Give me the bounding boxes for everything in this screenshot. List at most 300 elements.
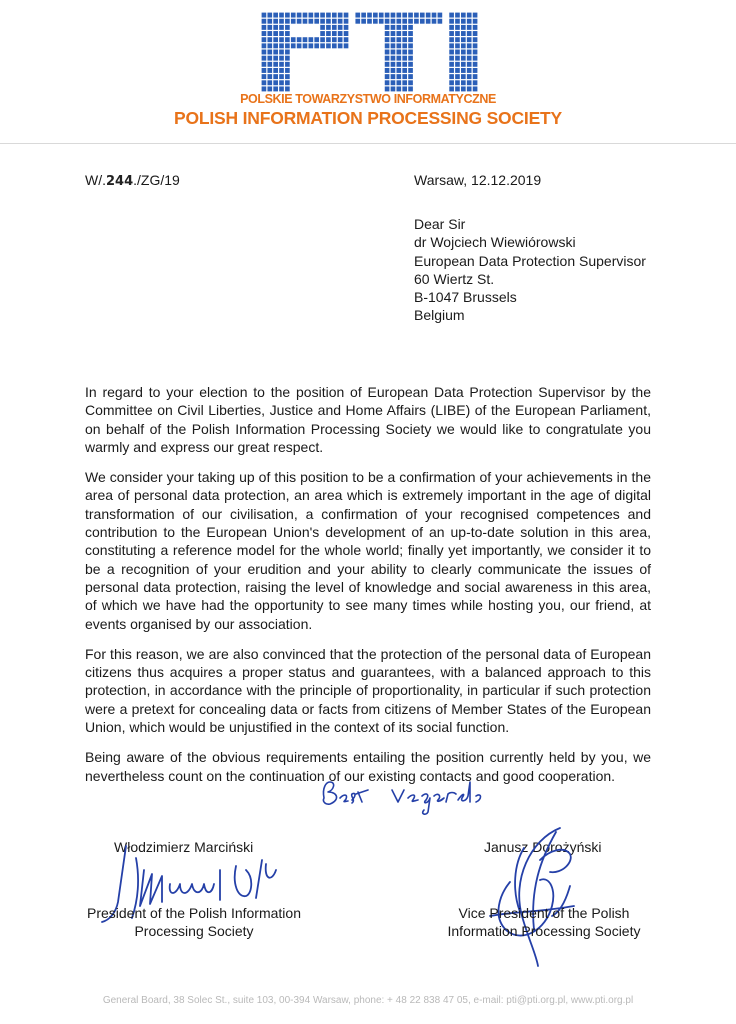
logo-tile — [461, 50, 466, 55]
paragraph-protection: For this reason, we are also convinced that the protection of the personal data of European citizens thus acquires a proper status and guarantees, with a balanced approach to this protection, in accordance with the principle of proportionality, in particular if such protection were a pretext for concealing data or facts from citizens of Member States of the European Union, which would be unjustified in the context of its social function. — [85, 645, 651, 736]
logo-tile — [455, 13, 460, 18]
logo-tile — [408, 80, 413, 85]
logo-tile — [267, 86, 272, 91]
logo-tile — [314, 19, 319, 24]
logo-tile — [455, 80, 460, 85]
recipient-country: Belgium — [414, 307, 465, 324]
logo-tile — [449, 62, 454, 67]
logo-tile — [449, 50, 454, 55]
logo-tile — [391, 19, 396, 24]
logo-tile — [455, 56, 460, 61]
logo-tile — [385, 37, 390, 42]
logo-tile — [396, 74, 401, 79]
logo-tile — [449, 68, 454, 73]
logo-tile — [291, 43, 296, 48]
logo-tile — [455, 50, 460, 55]
logo-tile — [338, 37, 343, 42]
logo-tile — [344, 31, 349, 36]
logo-tile — [391, 80, 396, 85]
logo-tile — [320, 19, 325, 24]
logo-tile — [455, 37, 460, 42]
logo-tile — [320, 37, 325, 42]
logo-tile — [279, 50, 284, 55]
logo-tile — [391, 50, 396, 55]
logo-tile — [267, 31, 272, 36]
logo-tile — [467, 43, 472, 48]
logo-tile — [373, 19, 378, 24]
logo-tile — [273, 56, 278, 61]
logo-tile — [420, 13, 425, 18]
logo-tile — [303, 13, 308, 18]
logo-tile — [273, 50, 278, 55]
logo-tile — [285, 56, 290, 61]
logo-tile — [473, 86, 478, 91]
logo-tile — [402, 56, 407, 61]
logo-tile — [455, 68, 460, 73]
logo-tile — [267, 62, 272, 67]
logo-tile — [473, 31, 478, 36]
logo-tile — [461, 56, 466, 61]
signatory-title-president — [78, 904, 310, 941]
logo-tile — [426, 19, 431, 24]
recipient-address — [414, 215, 646, 325]
logo-tile — [438, 19, 443, 24]
logo-tile — [262, 80, 267, 85]
signature-vice-president — [470, 820, 590, 970]
signatory-title-president-line1: President of the Polish Information — [86, 905, 301, 921]
logo-tile — [396, 43, 401, 48]
logo-tile — [408, 50, 413, 55]
logo-tile — [285, 43, 290, 48]
logo-tile — [391, 68, 396, 73]
logo-tile — [326, 19, 331, 24]
logo-tile — [262, 19, 267, 24]
logo-tile — [267, 19, 272, 24]
logo-tile — [467, 31, 472, 36]
logo-tile — [467, 80, 472, 85]
logo-tile — [391, 86, 396, 91]
logo-tile — [273, 43, 278, 48]
logo-tile — [344, 37, 349, 42]
logo-tile — [279, 43, 284, 48]
logo-tile — [332, 19, 337, 24]
logo-tile — [473, 68, 478, 73]
logo-tile — [291, 19, 296, 24]
logo-tile — [332, 31, 337, 36]
logo-tile — [344, 19, 349, 24]
handwritten-closing — [312, 768, 512, 818]
logo-tile — [309, 13, 314, 18]
logo-tile — [385, 31, 390, 36]
logo-tile — [332, 43, 337, 48]
logo-tile — [361, 19, 366, 24]
logo-tile — [455, 25, 460, 30]
logo-tile — [297, 43, 302, 48]
logo-tile — [396, 31, 401, 36]
paragraph-congratulations: In regard to your election to the position of European Data Protection Supervisor by the Committee on Civil Liberties, Justice and Home Affairs (LIBE) of the European Parliament, on behalf of the Polish Information Processing Society we would like to congratulate you warmly and express our great respect. — [85, 384, 651, 455]
reference-number — [85, 172, 180, 189]
logo-tile — [379, 13, 384, 18]
logo-tile — [467, 74, 472, 79]
footer-contact: General Board, 38 Solec St., suite 103, 00-394 Warsaw, phone: + 48 22 838 47 05, e-mail: pti@pti.org.pl, www.pti.org.pl — [102, 995, 634, 1006]
logo-tile — [273, 13, 278, 18]
logo-tile — [285, 50, 290, 55]
logo-tile — [267, 56, 272, 61]
reference-prefix: W/. — [85, 172, 106, 188]
logo-tile — [267, 25, 272, 30]
logo-tile — [408, 13, 413, 18]
logo-tile — [385, 68, 390, 73]
salutation: Dear Sir — [414, 216, 466, 232]
logo-tile — [320, 31, 325, 36]
logo-tile — [385, 50, 390, 55]
logo-tile — [402, 43, 407, 48]
logo-tile — [402, 62, 407, 67]
logo-tile — [326, 13, 331, 18]
logo-tile — [267, 50, 272, 55]
logo-tile — [461, 13, 466, 18]
logo-tile — [426, 13, 431, 18]
logo-tile — [291, 37, 296, 42]
logo-tile — [473, 56, 478, 61]
reference-handwritten-number: 244 — [106, 174, 134, 189]
logo-tile — [402, 80, 407, 85]
logo-tile — [285, 74, 290, 79]
logo-tile — [338, 31, 343, 36]
logo-tile — [285, 62, 290, 67]
logo-tile — [455, 62, 460, 67]
logo-tile — [408, 68, 413, 73]
greeting-stroke-best — [323, 782, 368, 804]
logo-tile — [297, 13, 302, 18]
logo-tile — [267, 13, 272, 18]
logo-tile — [391, 56, 396, 61]
logo-tile — [279, 25, 284, 30]
logo-tile — [402, 37, 407, 42]
logo-tile — [396, 62, 401, 67]
logo-tile — [467, 62, 472, 67]
logo-tile — [455, 19, 460, 24]
logo-tile — [391, 37, 396, 42]
logo-tile — [367, 19, 372, 24]
logo-tile — [432, 13, 437, 18]
logo-tile — [461, 86, 466, 91]
logo-tile — [402, 50, 407, 55]
logo-tile — [285, 25, 290, 30]
signatory-title-president-line2: Processing Society — [134, 923, 254, 940]
logo-tile — [309, 43, 314, 48]
logo-tile — [279, 86, 284, 91]
logo-tile — [467, 56, 472, 61]
org-name-english: POLISH INFORMATION PROCESSING SOCIETY — [174, 108, 562, 128]
logo-tile — [461, 62, 466, 67]
logo-tile — [314, 13, 319, 18]
logo-tile — [285, 37, 290, 42]
logo-tile — [385, 43, 390, 48]
logo-tile — [467, 37, 472, 42]
logo-tile — [262, 25, 267, 30]
logo-tile — [279, 19, 284, 24]
logo-tile — [279, 74, 284, 79]
logo-tile — [326, 25, 331, 30]
recipient-name: dr Wojciech Wiewiórowski — [414, 234, 576, 251]
logo-tile — [402, 25, 407, 30]
logo-tile — [391, 31, 396, 36]
logo-tile — [449, 74, 454, 79]
logo-tile — [267, 43, 272, 48]
logo-tile — [461, 31, 466, 36]
logo-tile — [273, 80, 278, 85]
logo-tile — [338, 19, 343, 24]
logo-tile — [373, 13, 378, 18]
logo-tile — [449, 80, 454, 85]
logo-tile — [344, 13, 349, 18]
logo-tile — [408, 31, 413, 36]
logo-tile — [467, 25, 472, 30]
logo-tile — [332, 25, 337, 30]
logo-tile — [449, 19, 454, 24]
logo-tile — [408, 62, 413, 67]
reference-suffix: ./ZG/19 — [133, 172, 180, 188]
logo-tile — [367, 13, 372, 18]
org-name-polish: POLSKIE TOWARZYSTWO INFORMATYCZNE — [240, 92, 496, 106]
logo-tile — [467, 86, 472, 91]
logo-tile — [461, 43, 466, 48]
logo-tile — [385, 25, 390, 30]
logo-tile — [396, 80, 401, 85]
logo-tile — [262, 74, 267, 79]
logo-tile — [408, 19, 413, 24]
logo-tile — [449, 25, 454, 30]
logo-tile — [262, 86, 267, 91]
logo-tile — [262, 37, 267, 42]
logo-tile — [279, 37, 284, 42]
logo-tile — [303, 43, 308, 48]
logo-tile — [262, 43, 267, 48]
logo-tile — [279, 56, 284, 61]
logo-tile — [467, 19, 472, 24]
logo-tile — [461, 19, 466, 24]
logo-tile — [402, 31, 407, 36]
logo-tile — [408, 37, 413, 42]
logo-tile — [385, 80, 390, 85]
logo-tile — [262, 56, 267, 61]
logo-tile — [285, 13, 290, 18]
logo-tile — [438, 13, 443, 18]
logo-tile — [332, 37, 337, 42]
logo-tile — [285, 19, 290, 24]
logo-tile — [267, 74, 272, 79]
logo-tile — [332, 13, 337, 18]
logo-tile — [320, 43, 325, 48]
logo-tile — [385, 62, 390, 67]
logo-tile — [344, 43, 349, 48]
logo-tile — [285, 31, 290, 36]
header-divider — [0, 143, 736, 144]
logo-tile — [396, 68, 401, 73]
logo-tile — [473, 13, 478, 18]
logo-tile — [402, 19, 407, 24]
logo-tile — [473, 74, 478, 79]
logo-tile — [467, 13, 472, 18]
logo-tile — [396, 86, 401, 91]
signatory-title-vice-president — [440, 904, 648, 941]
logo-tile — [309, 37, 314, 42]
logo-tile — [338, 25, 343, 30]
logo-tile — [273, 74, 278, 79]
logo-tile — [297, 37, 302, 42]
recipient-street: 60 Wiertz St. — [414, 270, 495, 287]
logo-tile — [273, 19, 278, 24]
logo-tile — [262, 31, 267, 36]
logo-tile — [449, 43, 454, 48]
logo-tile — [355, 19, 360, 24]
logo-tile — [273, 37, 278, 42]
logo-tile — [320, 13, 325, 18]
logo-tile — [273, 68, 278, 73]
signatory-name-vice-president: Janusz Dorożyński — [484, 839, 602, 855]
logo-tile — [408, 25, 413, 30]
logo-tile — [408, 56, 413, 61]
logo-tile — [267, 37, 272, 42]
recipient-city: B-1047 Brussels — [414, 289, 517, 306]
logo-tile — [449, 86, 454, 91]
logo-tile — [279, 13, 284, 18]
logo-tile — [396, 13, 401, 18]
signature-stroke-vice-president — [490, 828, 574, 966]
logo-tile — [273, 86, 278, 91]
logo-tile — [338, 13, 343, 18]
logo-tile — [414, 19, 419, 24]
logo-tile — [391, 13, 396, 18]
signatory-name-president: Włodzimierz Marciński — [114, 839, 254, 855]
logo-tile — [285, 68, 290, 73]
logo-tile — [391, 74, 396, 79]
paragraph-achievements: We consider your taking up of this position to be a confirmation of your achievements in the area of personal data protection, an area which is extremely important in the age of digital transformation of our civilisation, a confirmation of your recognised competences and contribution to the European Union's development of an up-to-date solution in this area, constituting a reference model for the whole world; finally yet importantly, we consider it to be a recognition of your erudition and your ability to clearly communicate the issues of personal data protection, raising the level of knowledge and social awareness in this area, of which we have had the opportunity to see many times while hosting you, our friend, at events organised by our association. — [85, 469, 651, 632]
logo-tile — [279, 31, 284, 36]
logo-tile — [314, 37, 319, 42]
logo-tile — [338, 43, 343, 48]
logo-tile — [262, 68, 267, 73]
logo-tile — [285, 80, 290, 85]
logo-tile — [402, 74, 407, 79]
logo-tile — [402, 86, 407, 91]
logo-tile — [408, 74, 413, 79]
logo-tile — [396, 19, 401, 24]
logo-tile — [297, 19, 302, 24]
logo-tile — [455, 86, 460, 91]
logo-tile — [326, 37, 331, 42]
logo-tile — [391, 25, 396, 30]
logo-tile — [473, 19, 478, 24]
logo-tile — [385, 13, 390, 18]
logo-tile — [467, 50, 472, 55]
logo-tile — [385, 19, 390, 24]
logo-tile — [385, 74, 390, 79]
logo-tile — [455, 43, 460, 48]
recipient-position: European Data Protection Supervisor — [414, 252, 646, 269]
logo-tile — [461, 80, 466, 85]
letter-body — [85, 383, 651, 797]
logo-tile — [267, 80, 272, 85]
logo-tile — [391, 43, 396, 48]
logo-tile — [455, 74, 460, 79]
logo-tile — [326, 31, 331, 36]
logo-tile — [461, 25, 466, 30]
logo-tile — [473, 25, 478, 30]
logo-tile — [279, 68, 284, 73]
logo-tile — [449, 13, 454, 18]
logo-tile — [279, 80, 284, 85]
signatory-title-vice-president-line1: Vice President of the Polish — [458, 905, 630, 921]
logo-tile — [262, 50, 267, 55]
logo-tile — [267, 68, 272, 73]
logo-tile — [314, 43, 319, 48]
logo-tile — [344, 25, 349, 30]
logo-tile — [473, 37, 478, 42]
logo-tile — [461, 68, 466, 73]
logo-tile — [408, 43, 413, 48]
logo-tile — [414, 13, 419, 18]
logo-tile — [473, 50, 478, 55]
logo-tile — [309, 19, 314, 24]
logo-tile — [262, 62, 267, 67]
logo-tile — [473, 43, 478, 48]
logo-tile — [273, 62, 278, 67]
logo-tile — [396, 25, 401, 30]
logo-tile — [396, 37, 401, 42]
logo-tile — [326, 43, 331, 48]
logo-tile — [273, 25, 278, 30]
logo-tile — [449, 37, 454, 42]
logo-tile — [402, 13, 407, 18]
logo-tile — [467, 68, 472, 73]
logo-tile — [391, 62, 396, 67]
logo-tile — [279, 62, 284, 67]
logo-tile — [461, 37, 466, 42]
signatory-title-vice-president-line2: Information Processing Society — [447, 923, 641, 940]
place-and-date: Warsaw, 12.12.2019 — [414, 172, 542, 188]
logo-tile — [355, 13, 360, 18]
logo-tile — [396, 50, 401, 55]
logo-tile — [420, 19, 425, 24]
logo-tile — [461, 74, 466, 79]
logo-tile — [455, 31, 460, 36]
logo-tile — [449, 56, 454, 61]
logo-tile — [379, 19, 384, 24]
logo-tile — [385, 56, 390, 61]
logo-tile — [473, 62, 478, 67]
logo-tile — [303, 37, 308, 42]
logo-tile — [385, 86, 390, 91]
paragraph-cooperation: Being aware of the obvious requirements entailing the position currently held by you, we nevertheless count on the continuation of our existing contacts and good cooperation. — [85, 749, 651, 784]
logo-tile — [432, 19, 437, 24]
logo-tile — [285, 86, 290, 91]
logo-tile — [361, 13, 366, 18]
logo-tile — [303, 19, 308, 24]
pti-logo — [261, 12, 478, 92]
logo-tile — [408, 86, 413, 91]
logo-tile — [262, 13, 267, 18]
logo-tile — [449, 31, 454, 36]
logo-tile — [273, 31, 278, 36]
logo-tile — [402, 68, 407, 73]
logo-tile — [291, 13, 296, 18]
logo-tile — [320, 25, 325, 30]
greeting-stroke-regards — [392, 782, 481, 814]
logo-tile — [473, 80, 478, 85]
logo-tile — [396, 56, 401, 61]
